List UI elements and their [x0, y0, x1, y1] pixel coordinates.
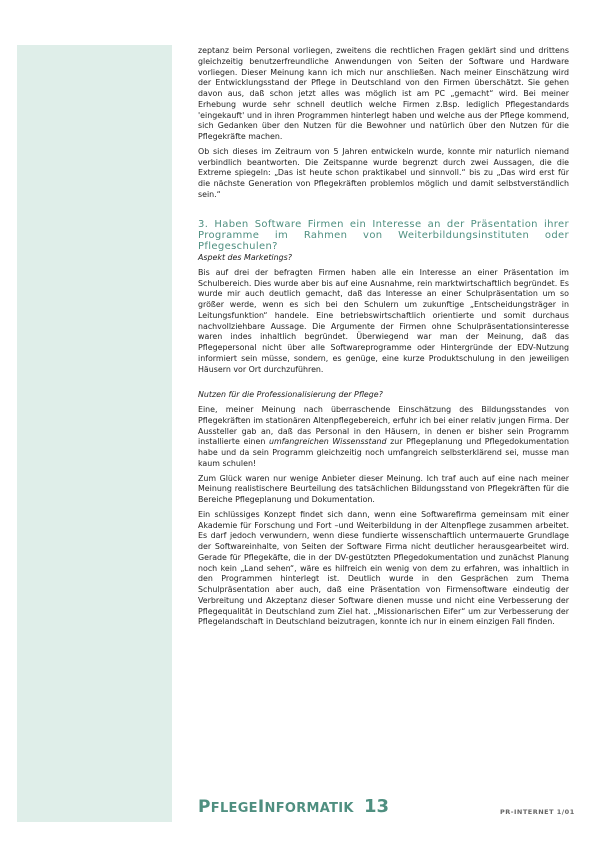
- journal-title-initial-p: P: [198, 797, 211, 817]
- paragraph-2: Ob sich dieses im Zeitraum von 5 Jahren entwickeln wurde, konnte mir naturlich niemand verbindlich beantworten. Die Zeitspanne wurde begrenzt durch zwei Aussagen, die die Extreme spiegeln: „Das ist heute schon praktikabel und sinnvoll.“ bis zu „Das wird erst für die nächste Generation von Pflegekräften problemlos möglich und damit selbstverständlich sein.“: [198, 146, 569, 199]
- paragraph-4: [198, 405, 569, 470]
- issue-label: PR-INTERNET 1/01: [500, 808, 575, 816]
- paragraph-5: Zum Glück waren nur wenige Anbieter dieser Meinung. Ich traf auch auf eine nach meiner Meinung realistischere Beurteilung des tatsächlichen Bildungsstand von Pflegekräften für die Bereiche Pflegeplanung und Dokumentation.: [198, 473, 569, 505]
- subheading-marketing: Aspekt des Marketings?: [198, 253, 292, 263]
- page-number: 13: [364, 796, 390, 817]
- journal-title-initial-i: I: [257, 797, 265, 817]
- paragraph-4-end: zur Pflegeplanung und Pflegedokumentation habe und da sein Programm gleichzeitig noch umfangreich selbsterklärend sei, musse man kaum schulen!: [198, 437, 569, 468]
- article-body: [198, 46, 569, 632]
- paragraph-1: zeptanz beim Personal vorliegen, zweitens die rechtlichen Fragen geklärt sind und drittens gleichzeitig benutzerfreundliche Anwendungen von Seiten der Software und Hardware vorliegen. Dieser Meinung kann ich mich nur anschließen. Nach meiner Einschätzung wird der Entwicklungsstand der Pflege in Deutschland von den Firmen überschätzt. Sie gehen davon aus, daß schon jetzt alles was möglich ist am PC „gemacht“ wird. Bei meiner Erhebung wurde sehr schnell deutlich welche Firmen z.Bsp. lediglich Pflegestandards 'eingekauft' und in ihren Programmen hinterlegt haben und welche aus der Pflege kommend, sich Gedanken über den Nutzen für die Bewohner und natürlich über den Nutzen für die Pflegekräfte machen.: [198, 46, 569, 141]
- journal-title-nformatik: NFORMATIK: [264, 801, 354, 816]
- journal-title-flege: FLEGE: [210, 801, 258, 816]
- section-heading-3: 3. Haben Software Firmen ein Interesse an der Präsentation ihrer Programme im Rahmen von Weiterbildungsinstituten oder Pflegeschulen?: [198, 218, 569, 252]
- journal-title: [198, 797, 354, 817]
- subheading-professionalisierung: Nutzen für die Professionalisierung der Pflege?: [198, 390, 383, 400]
- paragraph-4-emphasis: umfangreichen Wissensstand: [268, 437, 387, 447]
- paragraph-4-start: Eine, meiner Meinung nach überraschende Einschätzung des Bildungsstandes von Pflegekräften im stationären Altenpflegebereich, erfuhr ich bei einer relativ jungen Firma. Der Aussteller gab an, daß das Personal in den Häusern, in denen er bisher sein Programm installierte einen: [198, 405, 569, 447]
- sidebar-panel: [17, 45, 172, 822]
- paragraph-6: Ein schlüssiges Konzept findet sich dann, wenn eine Softwarefirma gemeinsam mit einer Akademie für Forschung und Fort –und Weiterbildung in der Altenpflege zusammen arbeitet. Es darf jedoch verwundern, wenn diese fundierte wissenschaftlich untermauerte Grundlage der Softwareinhalte, von Seiten der Software Firma nicht deutlicher herausgearbeitet wird. Gerade für Pflegekäfte, die in der DV-gestützten Pflegedokumentation und zunächst Planung noch kein „Land sehen“, wäre es hilfreich ein wenig von dem zu erfahren, was inhaltlich in den Programmen hinterlegt ist. Deutlich wurde in den Gesprächen zum Thema Schulpräsentation aber auch, daß eine Präsentation von Firmensoftware eindeutig der Verbreitung und Akzeptanz dieser Software dienen musse und nicht eine Verbesserung der Pflegequalität in Deutschland zum Ziel hat. „Missionarischen Eifer“ um zur Verbesserung der Pflegelandschaft in Deutschland beizutragen, konnte ich nur in einem einzigen Fall finden.: [198, 509, 569, 627]
- paragraph-3: Bis auf drei der befragten Firmen haben alle ein Interesse an einer Präsentation im Schulbereich. Dies wurde aber bis auf eine Ausnahme, rein marktwirtschaftlich begründet. Es wurde mir auch deutlich gemacht, daß das Interesse an einer Schulpräsentation um so größer werde, wenn es sich bei den Schulern um zukunftige „Entscheidungsträger in Leitungsfunktion“ handele. Eine betriebswirtschaftlich orientierte und somit durchaus nachvollziehbare Aussage. Die Argumente der Firmen ohne Schulpräsentationsinteresse waren indes inhaltlich begründet. Überwiegend war man der Meinung, daß das Pflegepersonal nicht über alle Softwareprogramme oder Hintergründe der EDV-Nutzung informiert sein müsse, sondern, es genüge, eine kurze Produktschulung in den jeweiligen Häusern vor Ort durchzuführen.: [198, 267, 569, 374]
